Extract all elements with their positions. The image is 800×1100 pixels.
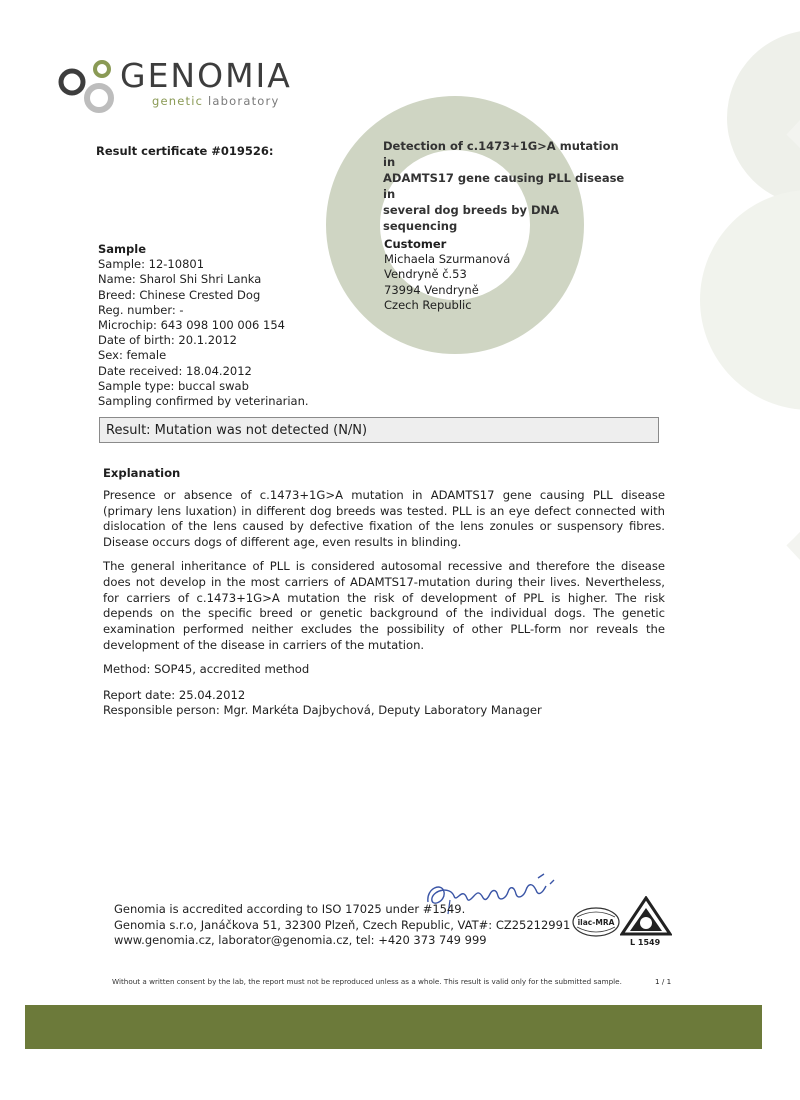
ilac-mra-text: ilac-MRA	[577, 918, 615, 927]
test-title	[383, 138, 633, 234]
explanation-paragraph-2: The general inheritance of PLL is considered autosomal recessive and therefore the disease does not develop in the most carriers of ADAMTS17-mutation during their lives. Nevertheless, for carriers of c.1473+1G>A mutation the risk of development of PPL is higher. The risk depends on the specific breed or genetic background of the individual dogs. The genetic examination performed neither excludes the possibility of other PLL-form nor reveals the development of the disease in carriers of the mutation.	[103, 558, 665, 652]
accreditation-block	[114, 902, 570, 949]
bottom-accent-bar	[25, 1005, 762, 1049]
explanation-paragraph-1: Presence or absence of c.1473+1G>A mutation in ADAMTS17 gene causing PLL disease (primary lens luxation) in different dog breeds was tested. PLL is an eye defect connected with dislocation of the lens caused by defective fixation of the lens zonules or suspensory fibres. Disease occurs dogs of different age, even results in blinding.	[103, 487, 665, 550]
cai-accreditation-badge	[620, 896, 672, 948]
cai-number: L 1549	[630, 938, 661, 947]
logo-subtitle	[152, 94, 279, 108]
responsible-person: Responsible person: Mgr. Markéta Dajbychová, Deputy Laboratory Manager	[103, 703, 542, 718]
accreditation-line: Genomia is accredited according to ISO 17025 under #1549.	[114, 902, 466, 916]
customer-country: Czech Republic	[384, 297, 472, 312]
report-date: Report date: 25.04.2012	[103, 687, 246, 702]
test-title-line-1: Detection of c.1473+1G>A mutation in	[383, 139, 619, 169]
ilac-mra-badge-icon	[571, 905, 621, 939]
cai-triangle-icon	[620, 896, 672, 938]
sample-id: Sample: 12-10801	[98, 257, 205, 272]
company-address: Genomia s.r.o, Janáčkova 51, 32300 Plzeň, Czech Republic, VAT#: CZ25212991	[114, 917, 571, 932]
sample-sampling-note: Sampling confirmed by veterinarian.	[98, 394, 309, 409]
customer-city: 73994 Vendryně	[384, 282, 479, 297]
sample-block	[98, 242, 309, 409]
sample-breed: Breed: Chinese Crested Dog	[98, 287, 261, 302]
customer-block	[384, 237, 510, 313]
test-title-line-3: several dog breeds by DNA sequencing	[383, 203, 560, 233]
sample-date-received: Date received: 18.04.2012	[98, 363, 252, 378]
sample-reg-number: Reg. number: -	[98, 302, 184, 317]
customer-name: Michaela Szurmanová	[384, 252, 511, 267]
right-circle	[727, 30, 800, 206]
sample-type: Sample type: buccal swab	[98, 378, 249, 393]
result-box	[99, 417, 659, 443]
logo-subtitle-laboratory: laboratory	[208, 94, 280, 108]
logo-subtitle-genetic: genetic	[152, 94, 204, 108]
explanation-heading: Explanation	[103, 466, 181, 480]
method-line: Method: SOP45, accredited method	[103, 661, 310, 676]
footer-note: Without a written consent by the lab, the report must not be reproduced unless as a whole. This result is valid only for the submitted sample.	[112, 977, 622, 986]
genomia-logo	[56, 54, 326, 114]
certificate-number: Result certificate #019526:	[96, 144, 274, 158]
result-text: Result: Mutation was not detected (N/N)	[106, 423, 368, 438]
sample-heading: Sample	[98, 242, 146, 256]
customer-heading: Customer	[384, 237, 447, 251]
explanation-section	[103, 466, 665, 719]
sample-date-of-birth: Date of birth: 20.1.2012	[98, 333, 237, 348]
customer-street: Vendryně č.53	[384, 267, 467, 282]
page-number: 1 / 1	[655, 977, 672, 986]
logo-circles-icon	[56, 58, 118, 114]
sample-sex: Sex: female	[98, 348, 167, 363]
company-contacts: www.genomia.cz, laborator@genomia.cz, tel: +420 373 749 999	[114, 933, 487, 947]
right-circle-lower	[700, 190, 800, 410]
sample-name: Name: Sharol Shi Shri Lanka	[98, 272, 262, 287]
sample-microchip: Microchip: 643 098 100 006 154	[98, 318, 285, 333]
test-title-line-2: ADAMTS17 gene causing PLL disease in	[383, 171, 625, 201]
logo-wordmark: GENOMIA	[120, 56, 292, 95]
